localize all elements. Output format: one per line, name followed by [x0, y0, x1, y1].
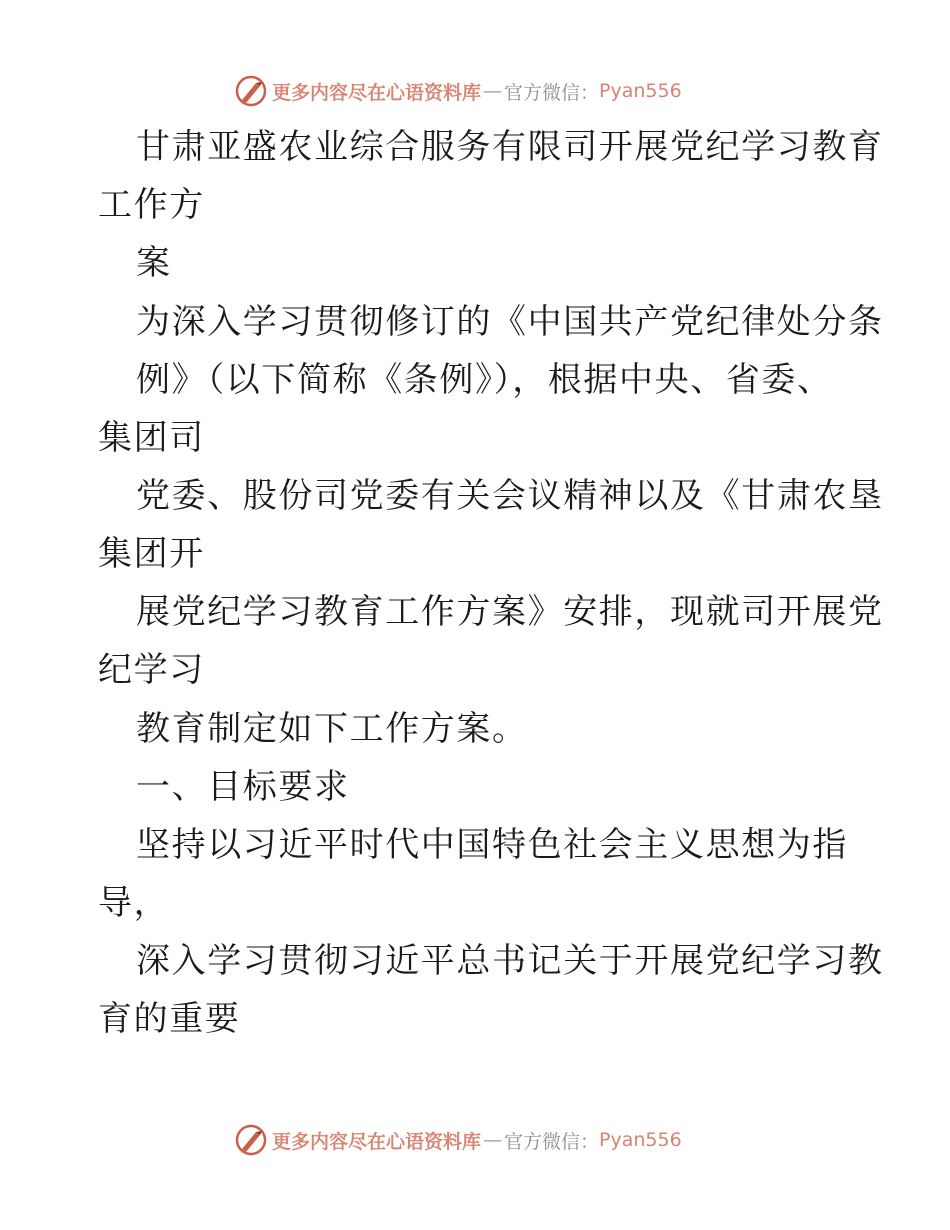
doc-line: 例》（以下简称《条例》），根据中央、省委、 [136, 360, 833, 400]
doc-line: 集团司 [98, 418, 205, 458]
banner-separator: — [483, 80, 503, 102]
pen-logo-icon [234, 74, 268, 108]
doc-line: 育的重要 [98, 999, 241, 1039]
header-banner [234, 71, 682, 111]
doc-line: 为深入学习贯彻修订的《中国共产党纪律处分条 [136, 302, 884, 342]
banner-wechat-label: 官方微信： [504, 81, 600, 104]
pen-logo-icon [234, 1123, 268, 1157]
banner-wechat-id: Pyan556 [599, 80, 682, 102]
doc-line: 导， [98, 883, 170, 923]
banner-brand-text: 更多内容尽在心语资料库 [272, 1130, 482, 1153]
doc-line: 展党纪学习教育工作方案》安排，现就司开展党 [136, 592, 884, 632]
banner-wechat-id: Pyan556 [599, 1129, 682, 1151]
doc-line: 党委、股份司党委有关会议精神以及《甘肃农垦 [136, 476, 884, 516]
doc-line: 纪学习 [98, 650, 205, 690]
banner-brand-text: 更多内容尽在心语资料库 [272, 81, 482, 104]
doc-line: 坚持以习近平时代中国特色社会主义思想为指 [136, 825, 848, 865]
doc-line: 案 [136, 243, 172, 283]
banner-wechat-label: 官方微信： [504, 1130, 600, 1153]
banner-separator: — [483, 1129, 503, 1151]
footer-banner [234, 1120, 682, 1160]
doc-line: 甘肃亚盛农业综合服务有限司开展党纪学习教育 [136, 127, 884, 167]
doc-line: 工作方 [98, 185, 205, 225]
doc-line: 深入学习贯彻习近平总书记关于开展党纪学习教 [136, 941, 884, 981]
doc-line: 集团开 [98, 534, 205, 574]
doc-line: 教育制定如下工作方案。 [136, 709, 528, 749]
section-heading: 一、目标要求 [136, 767, 350, 807]
